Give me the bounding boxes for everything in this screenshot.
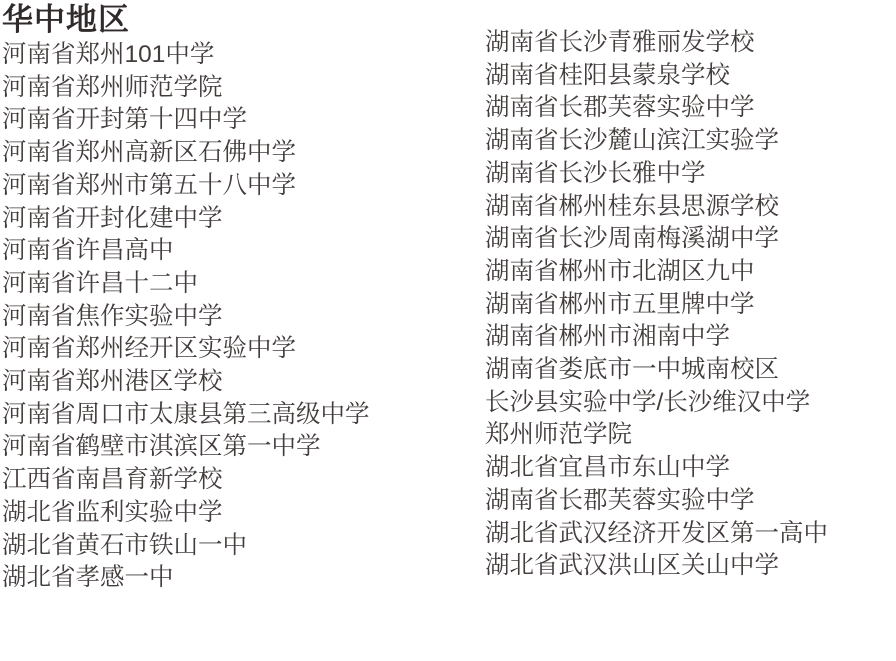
school-list-item: 河南省郑州港区学校 [2,368,223,396]
school-list-item: 河南省郑州101中学 [2,41,215,68]
school-list-item: 湖北省宜昌市东山中学 [485,454,730,482]
school-list-item: 湖北省武汉经济开发区第一高中 [485,519,828,547]
school-list-item: 湖北省黄石市铁山一中 [2,531,247,559]
school-list-right [485,27,890,583]
school-list-item: 河南省郑州市第五十八中学 [2,171,296,199]
school-list-item: 湖南省桂阳县蒙泉学校 [485,61,730,89]
school-list-item: 湖南省郴州市五里牌中学 [485,290,755,318]
school-list-item: 湖南省娄底市一中城南校区 [485,356,779,384]
school-list-item: 河南省郑州高新区石佛中学 [2,139,296,167]
school-list-item: 湖南省长郡芙蓉实验中学 [485,94,755,122]
school-list-item: 湖南省长沙青雅丽发学校 [485,29,755,56]
school-list-item: 湖南省长沙长雅中学 [485,159,706,187]
school-list-item: 湖南省郴州桂东县思源学校 [485,192,779,220]
school-list-item: 河南省开封化建中学 [2,204,223,232]
school-list-item: 河南省许昌高中 [2,237,174,265]
school-list-left [2,39,477,595]
school-list-item: 河南省焦作实验中学 [2,302,223,330]
school-list-item: 河南省开封第十四中学 [2,106,247,134]
school-list-item: 湖北省武汉洪山区关山中学 [485,552,779,580]
school-list-item: 河南省周口市太康县第三高级中学 [2,400,370,428]
school-list-item: 河南省郑州师范学院 [2,73,223,101]
school-list-item: 湖南省郴州市湘南中学 [485,323,730,351]
school-list-item: 河南省许昌十二中 [2,269,198,297]
school-list-item: 河南省郑州经开区实验中学 [2,335,296,363]
school-list-item: 长沙县实验中学/长沙维汉中学 [485,388,811,416]
school-list-item: 郑州师范学院 [485,421,632,449]
region-heading: 华中地区 [2,2,130,37]
left-column [2,0,477,595]
school-list-item: 河南省鹤壁市淇滨区第一中学 [2,433,321,461]
school-list-item: 湖北省孝感一中 [2,564,174,592]
school-list-item: 湖南省长郡芙蓉实验中学 [485,486,755,514]
right-column [485,0,890,583]
school-list-item: 湖北省监利实验中学 [2,498,223,526]
school-list-item: 江西省南昌育新学校 [2,466,223,494]
school-list-item: 湖南省长沙周南梅溪湖中学 [485,225,779,253]
school-list-item: 湖南省长沙麓山滨江实验学 [485,127,779,155]
school-list-item: 湖南省郴州市北湖区九中 [485,257,755,285]
